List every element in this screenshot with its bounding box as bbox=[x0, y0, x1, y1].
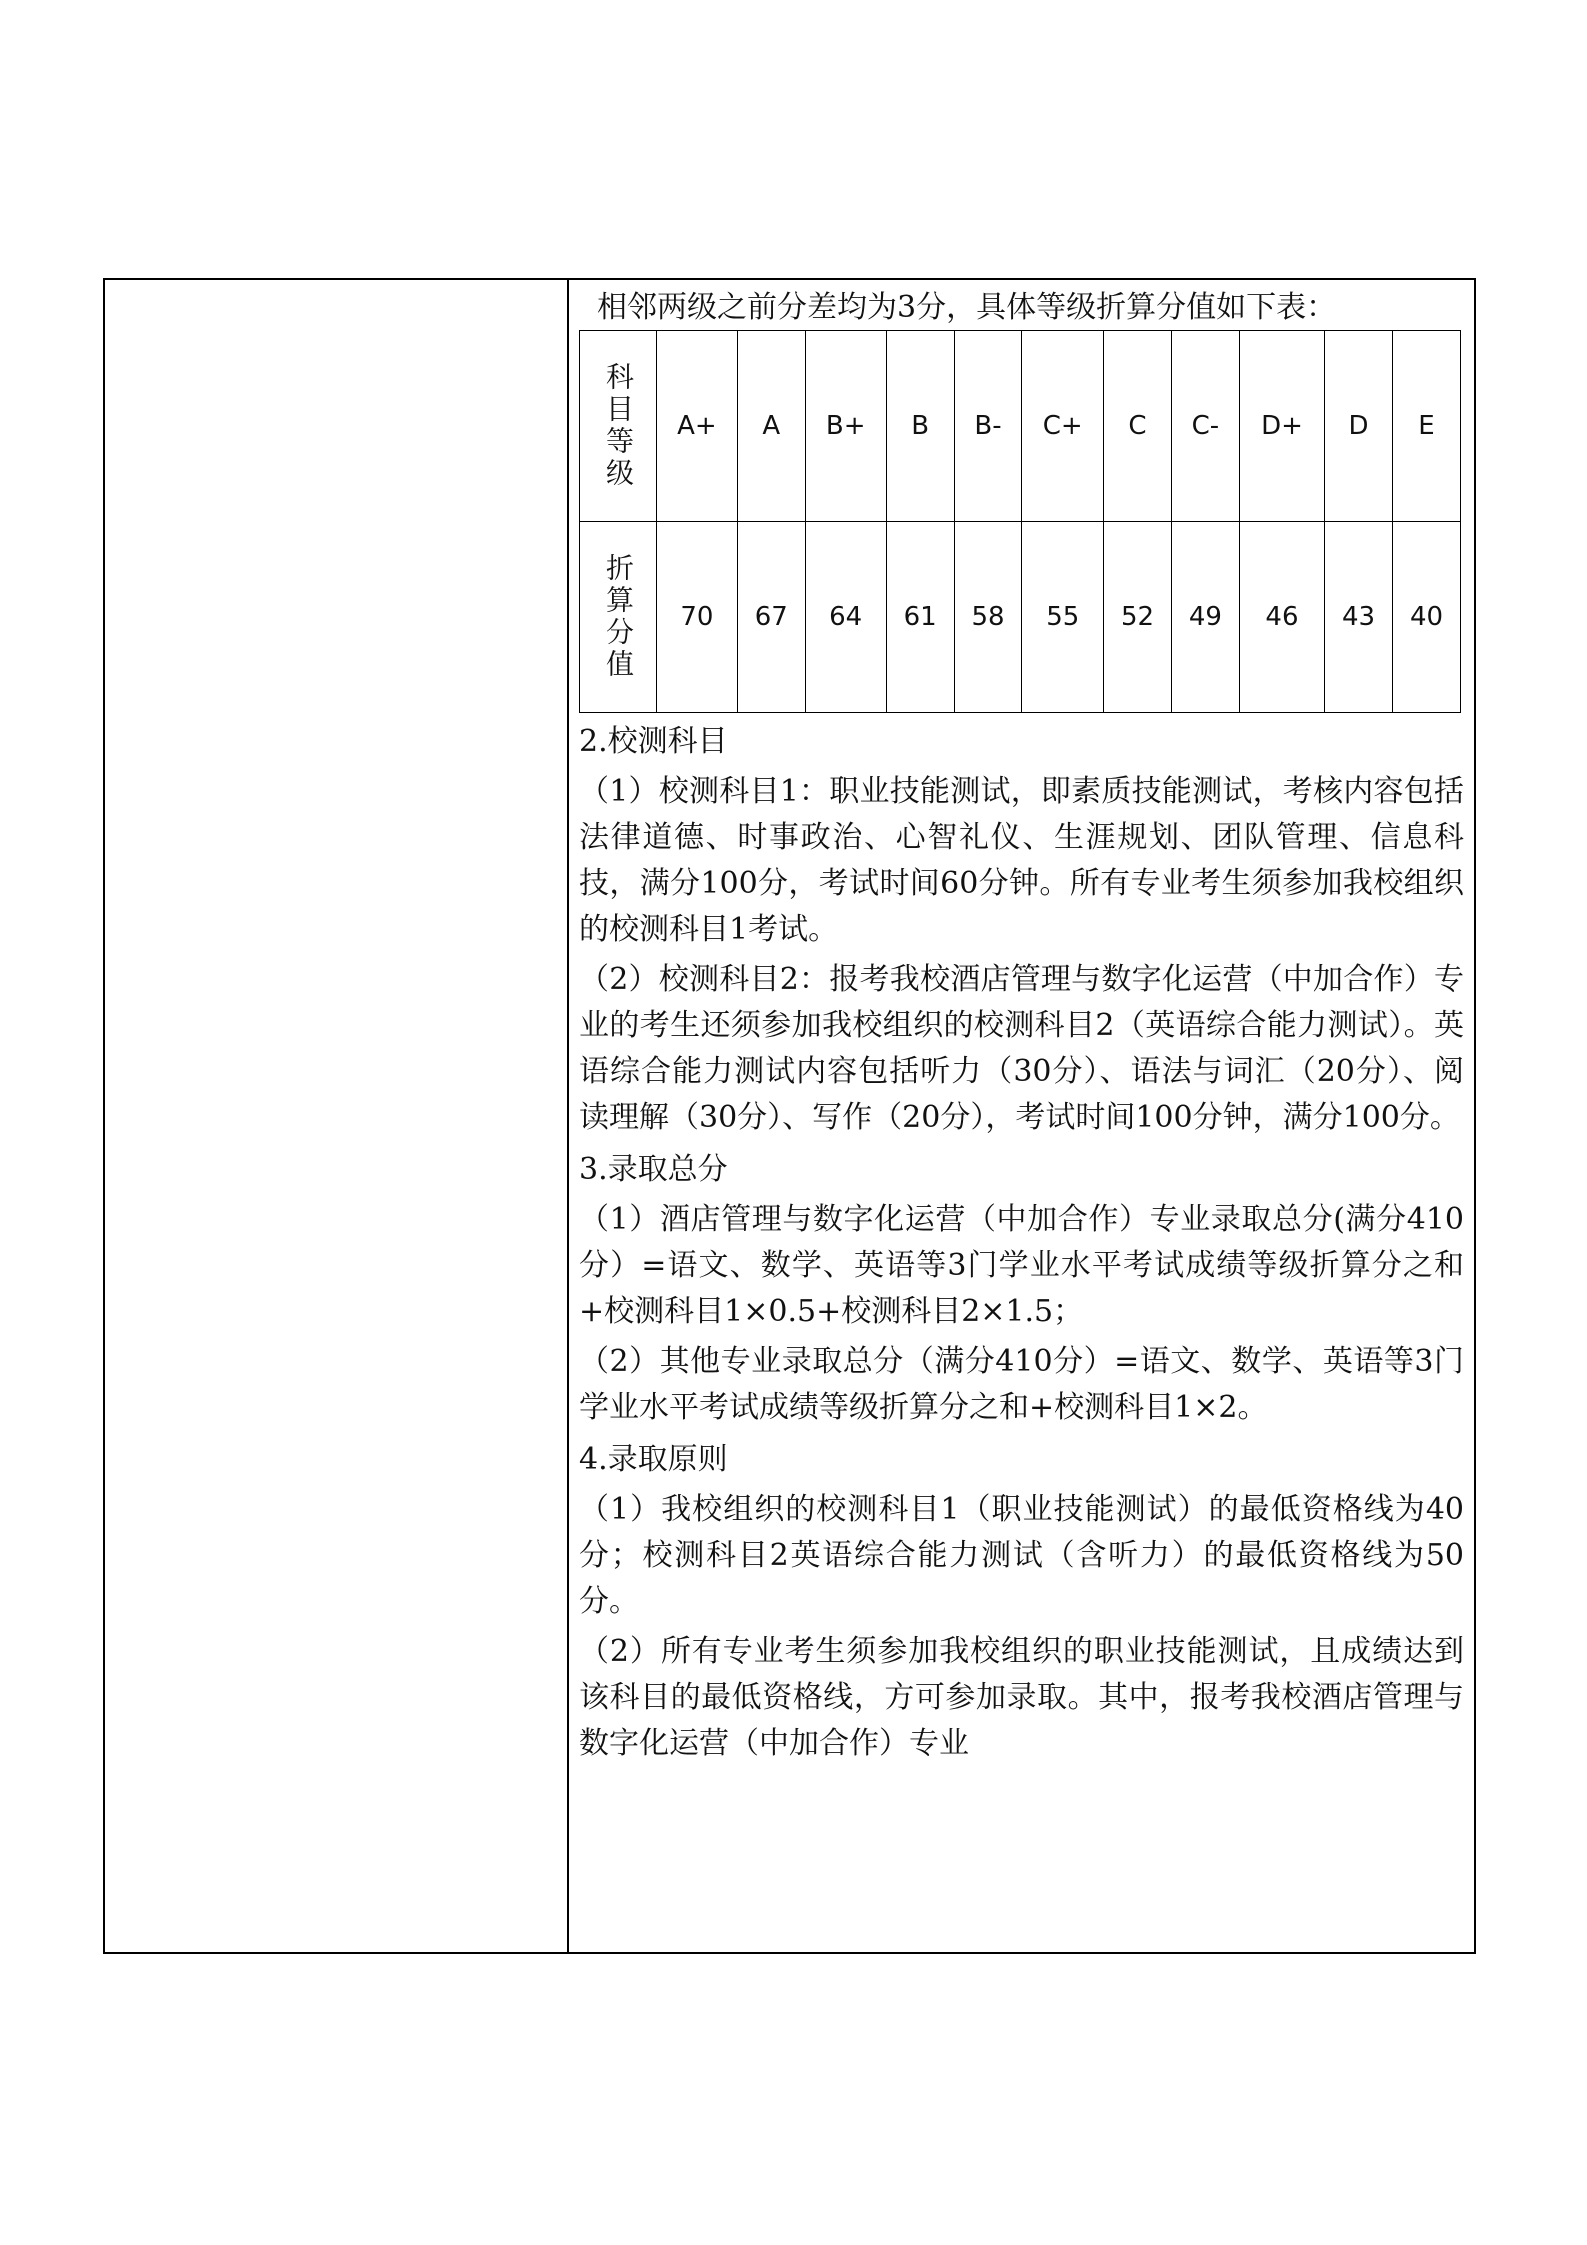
grade-cell: E bbox=[1393, 331, 1461, 522]
grade-cell: C- bbox=[1171, 331, 1239, 522]
right-column bbox=[569, 280, 1474, 1952]
grade-cell: A bbox=[737, 331, 805, 522]
score-cell: 61 bbox=[886, 522, 954, 713]
intro-text: 相邻两级之前分差均为3分，具体等级折算分值如下表： bbox=[597, 290, 1337, 325]
grade-cell: D bbox=[1325, 331, 1393, 522]
section-title-4: 4.录取原则 bbox=[579, 1442, 728, 1477]
section-4-paragraph-2: （2）所有专业考生须参加我校组织的职业技能测试，且成绩达到该科目的最低资格线，方可参加录取。其中，报考我校酒店管理与数字化运营（中加合作）专业 bbox=[579, 1634, 1464, 1761]
grade-cell: C bbox=[1104, 331, 1172, 522]
section-2-paragraph-1: （1）校测科目1：职业技能测试，即素质技能测试，考核内容包括法律道德、时事政治、心智礼仪、生涯规划、团队管理、信息科技，满分100分，考试时间60分钟。所有专业考生须参加我校组织的校测科目1考试。 bbox=[579, 774, 1464, 947]
score-cell: 52 bbox=[1104, 522, 1172, 713]
score-cell: 58 bbox=[954, 522, 1022, 713]
section-title-3: 3.录取总分 bbox=[579, 1152, 728, 1187]
score-cell: 46 bbox=[1239, 522, 1324, 713]
score-cell: 70 bbox=[657, 522, 738, 713]
grade-cell: A+ bbox=[657, 331, 738, 522]
section-3-paragraph-1: （1）酒店管理与数字化运营（中加合作）专业录取总分(满分410分）=语文、数学、英语等3门学业水平考试成绩等级折算分之和+校测科目1×0.5+校测科目2×1.5； bbox=[579, 1202, 1464, 1329]
score-cell: 67 bbox=[737, 522, 805, 713]
left-column bbox=[105, 280, 569, 1952]
score-row-header: 折算分值 bbox=[580, 522, 657, 713]
score-cell: 43 bbox=[1325, 522, 1393, 713]
grade-cell: B+ bbox=[805, 331, 886, 522]
score-cell: 49 bbox=[1171, 522, 1239, 713]
grade-row bbox=[580, 331, 1461, 522]
section-3-paragraph-2: （2）其他专业录取总分（满分410分）=语文、数学、英语等3门学业水平考试成绩等级折算分之和+校测科目1×2。 bbox=[579, 1344, 1464, 1425]
section-title-2: 2.校测科目 bbox=[579, 724, 728, 759]
grade-score-table bbox=[579, 330, 1461, 713]
score-row bbox=[580, 522, 1461, 713]
score-cell: 40 bbox=[1393, 522, 1461, 713]
score-cell: 64 bbox=[805, 522, 886, 713]
section-2-paragraph-2: （2）校测科目2：报考我校酒店管理与数字化运营（中加合作）专业的考生还须参加我校组织的校测科目2（英语综合能力测试）。英语综合能力测试内容包括听力（30分）、语法与词汇（20分）、阅读理解（30分）、写作（20分），考试时间100分钟，满分100分。 bbox=[579, 962, 1464, 1135]
grade-cell: C+ bbox=[1022, 331, 1104, 522]
section-4-paragraph-1: （1）我校组织的校测科目1（职业技能测试）的最低资格线为40分；校测科目2英语综合能力测试（含听力）的最低资格线为50分。 bbox=[579, 1492, 1464, 1619]
grade-cell: B bbox=[886, 331, 954, 522]
outer-table bbox=[103, 278, 1476, 1954]
grade-row-header: 科目等级 bbox=[580, 331, 657, 522]
grade-cell: D+ bbox=[1239, 331, 1324, 522]
grade-cell: B- bbox=[954, 331, 1022, 522]
score-cell: 55 bbox=[1022, 522, 1104, 713]
